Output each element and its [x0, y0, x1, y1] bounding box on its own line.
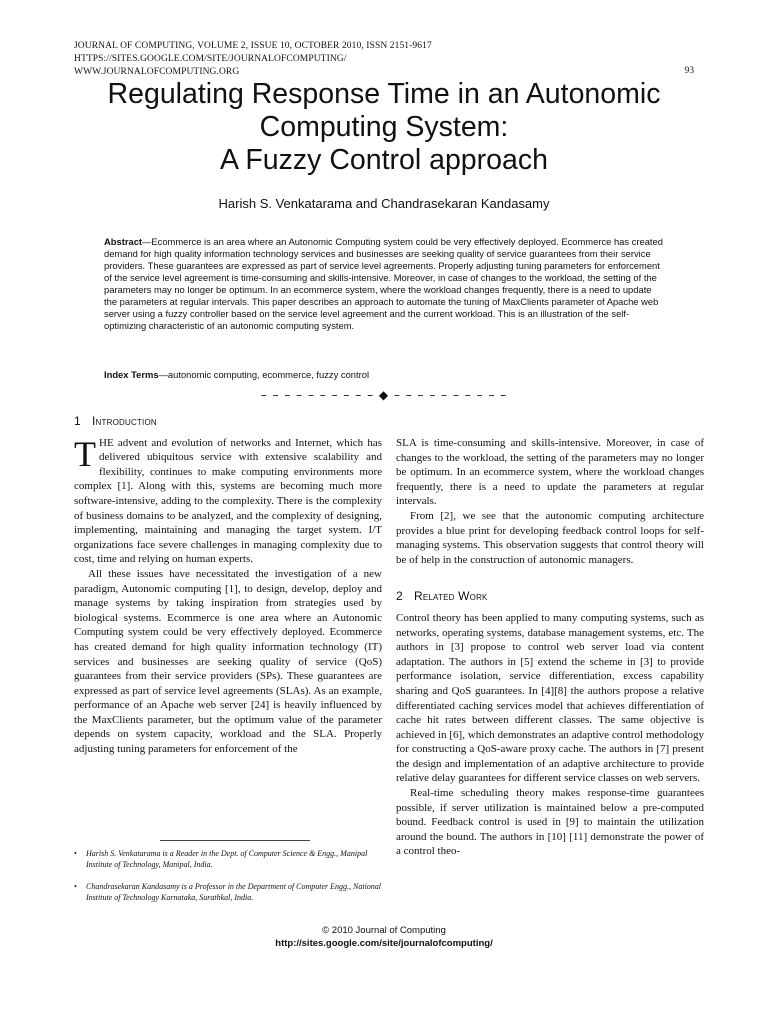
title-line-1: Regulating Response Time in an Autonomic	[107, 78, 661, 110]
intro-paragraph-2: All these issues have necessitated the investigation of a new paradigm, Autonomic computing [1], to design, develop, deploy and manage systems by taking inspiration from strategies used by biological systems. Ecommerce is one area where an Autonomic Computing system could be very effectively deployed. Ecommerce has created demand for high quality information technology (IT) services and businesses are seeking quality of service (QoS) guarantees from their service providers (SPs). These guarantees are expressed as part of service level agreements (SLAs). As an example, performance of an Apache web server [24] is heavily influenced by the MaxClients parameter, but the optimum value of the parameter depends on system capacity, workload and the SLA. Properly adjusting tuning parameters for enforcement of the	[74, 567, 382, 756]
title-line-3: A Fuzzy Control approach	[220, 144, 548, 176]
intro-paragraph-1-text: advent and evolution of networks and Internet, which has delivered ubiquitous service with extensive scalability and flexibility, continues to make computing environments more complex [1]. Along with this, systems are becoming much more software-intensive, adding to the complexity. There is the complexity of business domains to be analyzed, and the complexity of designing, implementing, maintaining and managing the target system. I/T organizations face severe challenges in managing complexity due to cost, time and relying on human experts.	[74, 436, 383, 566]
section-title: Introduction	[92, 414, 157, 428]
journal-site-line: WWW.JOURNALOFCOMPUTING.ORG	[74, 67, 240, 77]
page-number: 93	[684, 66, 694, 76]
left-column	[74, 414, 382, 757]
index-terms-text: —autonomic computing, ecommerce, fuzzy control	[158, 369, 370, 380]
footnote-text: Chandrasekaran Kandasamy is a Professor in the Department of Computer Engg., National Institute of Technology Karnataka, Surathkal, India.	[86, 882, 382, 902]
abstract-text: —Ecommerce is an area where an Autonomic Computing system could be very effectively deployed. Ecommerce has created demand for high quality information technology services and businesses are seeking quality of service guarantees from their service providers. These guarantees are expressed as part of service level agreements. Properly adjusting tuning parameters for enforcement of the service level agreement is time-consuming and skills-intensive. Moreover, in case of changes to the workload, the setting of the parameters may no longer be optimum. In an ecommerce system, where the workload changes frequently, there is a need to update the parameters at regular intervals. This paper describes an approach to automate the tuning of MaxClients parameter of Apache web server using a fuzzy controller based on the service level agreement and the current workload. This is an illustration of the self-optimizing characteristic of an autonomic computing system.	[104, 236, 663, 331]
abstract	[104, 236, 664, 332]
footnote-bullet: •	[74, 882, 77, 891]
section-number: 1	[74, 414, 81, 428]
intro-paragraph-4: From [2], we see that the autonomic computing architecture provides a blue print for developing feedback control loops for self-managing systems. This observation suggests that control theory will be of help in the construction of autonomic managers.	[396, 509, 704, 566]
footnote-divider	[160, 840, 310, 841]
index-terms-label: Index Terms	[104, 369, 159, 380]
intro-paragraph-3: SLA is time-consuming and skills-intensive. Moreover, in case of changes to the workload, the setting of the parameters may no longer be optimum. In an ecommerce system, where the workload changes frequently, there is a need to update the parameters at regular intervals.	[396, 437, 704, 508]
section-heading-introduction	[74, 414, 382, 429]
index-terms	[104, 369, 664, 381]
section-heading-related-work	[396, 589, 704, 604]
author-list: Harish S. Venkatarama and Chandrasekaran Kandasamy	[218, 196, 550, 211]
paper-title	[40, 78, 728, 177]
intro-paragraph-1	[74, 433, 383, 567]
section-separator: – – – – – – – – – – ◆ – – – – – – – – – –	[260, 388, 508, 402]
footer-copyright: © 2010 Journal of Computing	[322, 925, 446, 936]
footer-url: http://sites.google.com/site/journalofcomputing/	[275, 938, 493, 949]
drop-cap: T	[74, 433, 96, 474]
journal-line: JOURNAL OF COMPUTING, VOLUME 2, ISSUE 10, OCTOBER 2010, ISSN 2151-9617	[74, 41, 432, 51]
footnote-author-2	[74, 881, 386, 903]
drop-cap-continuation: HE	[99, 436, 114, 449]
section-number: 2	[396, 589, 403, 604]
page-footer	[40, 924, 728, 950]
section-title: Related Work	[414, 589, 488, 604]
journal-url-line: HTTPS://SITES.GOOGLE.COM/SITE/JOURNALOFCOMPUTING/	[74, 54, 347, 64]
related-paragraph-1: Control theory has been applied to many computing systems, such as networks, operating systems, database management systems, etc. The authors in [3] propose to control web server load via content adaptation. The authors in [5] extend the scheme in [3] to provide performance isolation, service differentiation, excess capability sharing and QoS guarantees. In [4][8] the authors propose a relative differentiated caching services model that achieves differentiation of cache hit rates between different classes. The same objective is achieved in [6], which demonstrates an adaptive control methodology for constructing a QoS-aware proxy cache. The authors in [7] present the design and implementation of an adaptive architecture to provide relative delay guarantees for different service classes on web servers.	[396, 611, 704, 785]
abstract-label: Abstract	[104, 236, 143, 247]
running-header	[74, 40, 694, 79]
title-line-2: Computing System:	[259, 111, 509, 143]
footnote-text: Harish S. Venkatarama is a Reader in the Dept. of Computer Science & Engg., Manipal Institute of Technology, Manipal, India.	[86, 849, 368, 869]
footnote-bullet: •	[74, 849, 77, 858]
footnote-author-1	[74, 848, 386, 870]
related-paragraph-2: Real-time scheduling theory makes response-time guarantees possible, if server utilization is maintained below a pre-computed bound. Feedback control is used in [9] to maintain the utilization around the bound. The authors in [10] [11] demonstrate the power of a control theo-	[396, 787, 704, 858]
right-column	[396, 436, 704, 859]
